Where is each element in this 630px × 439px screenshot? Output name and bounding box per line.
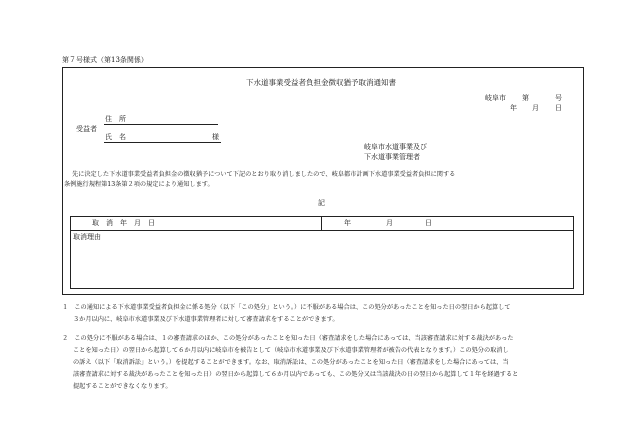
name-underline — [104, 142, 221, 143]
cancel-reason-label: 取消理由 — [73, 233, 101, 241]
note-1-line-1: この通知による下水道事業受益者負担金に係る処分（以下「この処分」という。）に不服がある場合は、この処分があったことを知った日の翌日から起算して — [74, 304, 511, 311]
issue-date-day: 日 — [555, 104, 562, 112]
note-2-line-4: 該審査請求に対する裁決があったことを知った日）の翌日から起算して６か月以内であっても、この処分又は当該裁決の日の翌日から起算して１年を経過すると — [73, 371, 519, 378]
doc-number-go: 号 — [555, 94, 562, 102]
note-1-number: １ — [62, 304, 69, 311]
doc-number-city: 岐阜市 — [485, 94, 506, 102]
issuer-line2: 下水道事業管理者 — [364, 153, 420, 161]
address-label: 住 所 — [105, 115, 126, 123]
issuer-line1: 岐阜市水道事業及び — [364, 143, 427, 151]
issue-date-year: 年 — [510, 104, 517, 112]
note-2 — [62, 333, 582, 393]
issue-date-month: 月 — [532, 104, 539, 112]
note-2-number: ２ — [62, 335, 69, 342]
note-1 — [62, 302, 582, 326]
note-2-line-2: ことを知った日）の翌日から起算して６か月以内に岐阜市を被告として（岐阜市水道事業及び下水道事業管理者が被告の代表となります。）この処分の取消し — [73, 347, 509, 354]
body-line2: 条例施行規程第13条第２項の規定により通知します。 — [64, 181, 214, 188]
honorific: 様 — [212, 133, 219, 141]
doc-number-dai: 第 — [522, 94, 529, 102]
cancel-date-header: 取 消 年 月 日 — [92, 219, 155, 227]
note-2-line-3: の訴え（以下「取消訴訟」という。）を提起することができます。なお、取消訴訟は、この処分があったことを知った日（審査請求をした場合にあっては、当 — [73, 359, 509, 366]
recipient-label: 受益者 — [76, 125, 97, 133]
ki-marker: 記 — [318, 199, 325, 207]
document-title: 下水道事業受益者負担金徴収猶予取消通知書 — [246, 78, 396, 87]
cancel-date-year: 年 — [344, 219, 351, 227]
note-2-line-5: 提起することができなくなります。 — [73, 383, 172, 390]
note-2-line-1: この処分に不服がある場合は、１の審査請求のほか、この処分があったことを知った日（審査請求をした場合にあっては、当該審査請求に対する裁決があった — [74, 335, 514, 342]
address-underline — [104, 124, 218, 125]
note-1-line-2: ３か月以内に、岐阜市水道事業及び下水道事業管理者に対して審査請求をすることができます。 — [73, 316, 339, 323]
cancel-date-day: 日 — [425, 219, 432, 227]
table-column-divider — [321, 217, 322, 231]
form-label: 第７号様式（第13条関係） — [62, 56, 148, 64]
cancel-date-month: 月 — [386, 219, 393, 227]
body-line1: 先に決定した下水道事業受益者負担金の徴収猶予について下記のとおり取り消しましたので、岐阜都市計画下水道事業受益者負担に関する — [72, 171, 456, 178]
name-label: 氏 名 — [105, 133, 126, 141]
